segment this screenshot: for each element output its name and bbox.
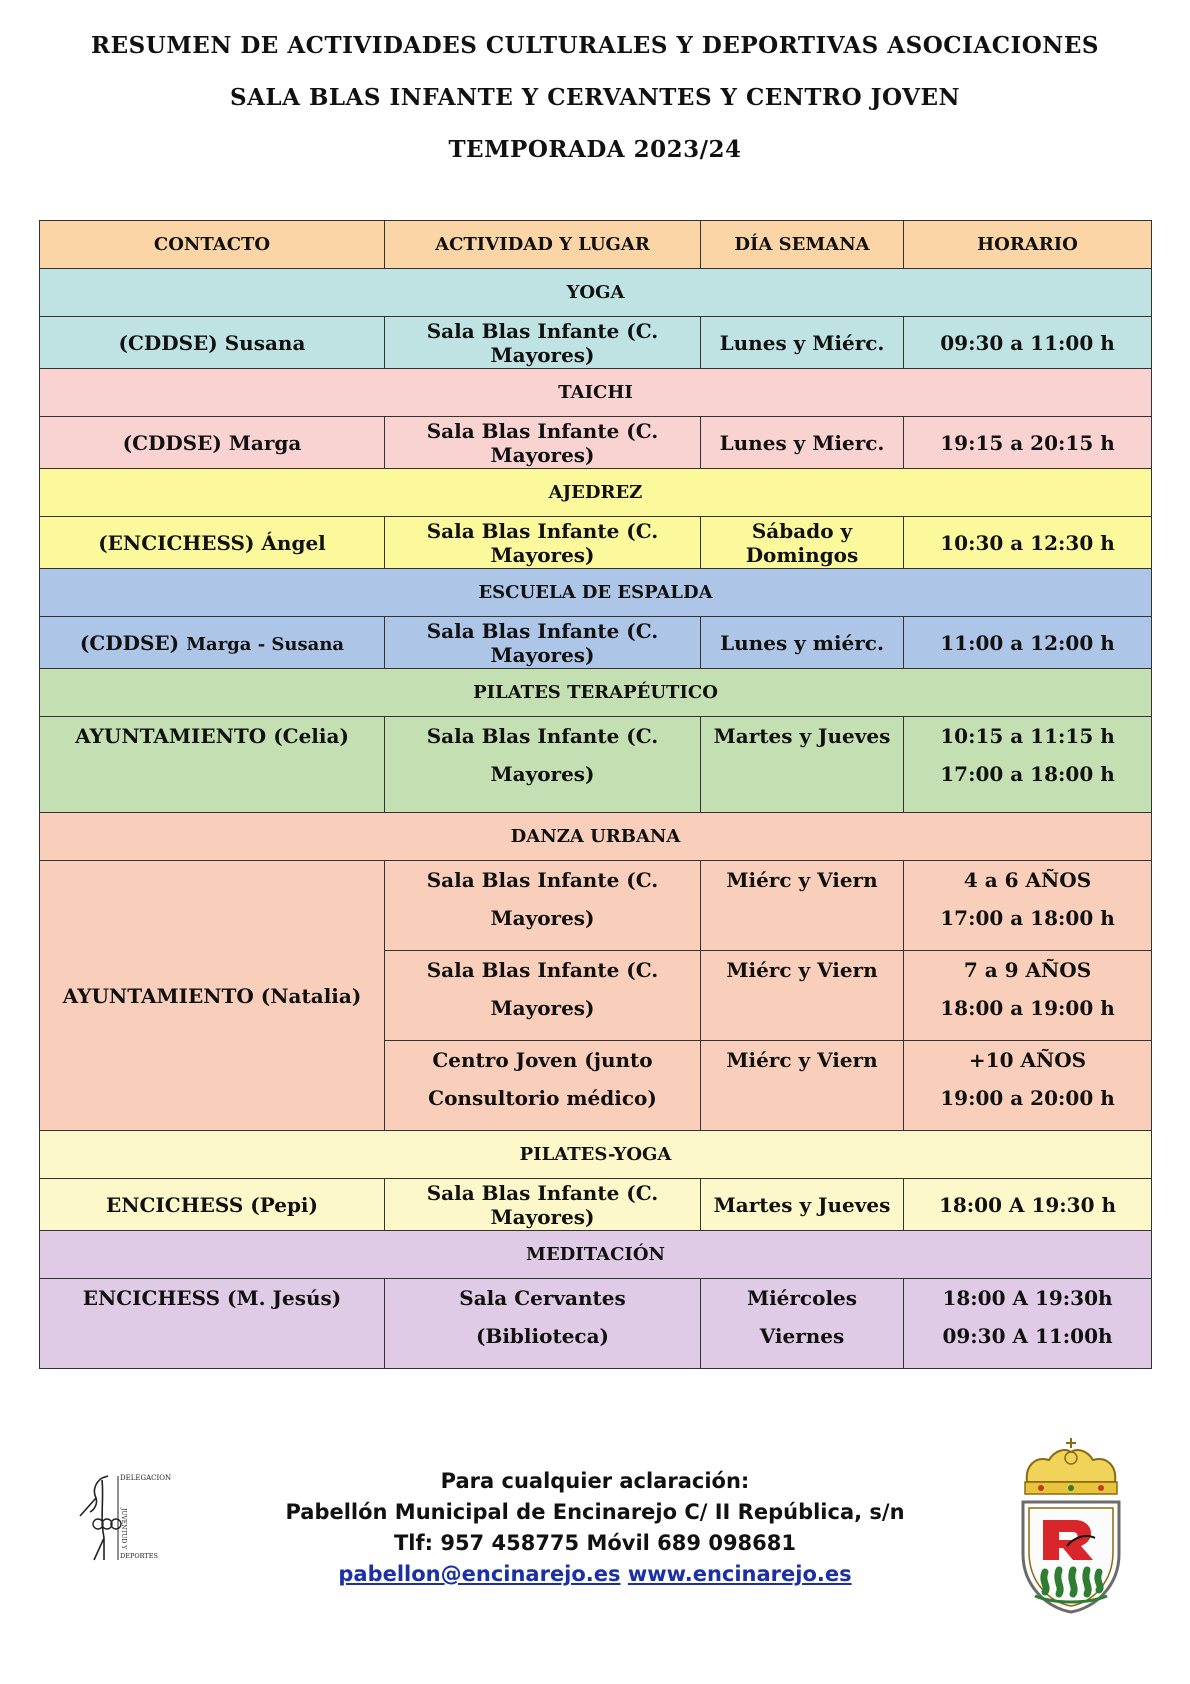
section-title: PILATES-YOGA [40,1131,1152,1179]
time-cell: 18:00 A 19:30 h [904,1179,1152,1231]
time-line: 17:00 a 18:00 h [940,906,1115,930]
time-cell [904,1041,1152,1131]
coat-of-arms-icon [1015,1436,1127,1614]
time-cell: 11:00 a 12:00 h [904,617,1152,669]
contact-cell: (CDDSE) Marga [40,417,385,469]
time-cell [904,861,1152,951]
contact-names: Marga - Susana [186,633,345,655]
title-line-2: SALA BLAS INFANTE Y CERVANTES Y CENTRO JOVEN [229,84,961,111]
col-header-activity: ACTIVIDAD Y LUGAR [385,221,701,269]
contact-cell [40,617,385,669]
age-group: 4 a 6 AÑOS [963,868,1092,892]
place-line-2: Consultorio médico) [428,1086,657,1110]
time-line: 18:00 a 19:00 h [940,996,1115,1020]
place-cell [385,951,701,1041]
section-row-pilates-yoga [40,1131,1152,1179]
table-row [40,517,1152,569]
table-row [40,417,1152,469]
section-title: TAICHI [40,369,1152,417]
time-cell [904,1279,1152,1369]
day-line-2: Viernes [759,1324,845,1348]
day-cell: Lunes y miérc. [701,617,904,669]
day-cell: Miérc y Viern [701,1041,904,1131]
time-line: 19:00 a 20:00 h [940,1086,1115,1110]
place-cell: Sala Blas Infante (C. Mayores) [385,1179,701,1231]
place-cell [385,861,701,951]
logo-text-bottom: DEPORTES [120,1552,158,1560]
logo-text-mid: JUVENTUD Y [120,1508,127,1550]
web-link[interactable]: www.encinarejo.es [627,1562,852,1586]
section-title: MEDITACIÓN [40,1231,1152,1279]
table-row [40,861,1152,951]
day-cell: Miérc y Viern [701,861,904,951]
day-cell: Martes y Jueves [701,1179,904,1231]
place-cell: Sala Blas Infante (C. Mayores) [385,717,701,813]
age-group: 7 a 9 AÑOS [963,958,1092,982]
contact-cell: ENCICHESS (M. Jesús) [40,1279,385,1369]
time-cell [904,717,1152,813]
time-line-2: 17:00 a 18:00 h [940,762,1115,786]
time-cell: 09:30 a 11:00 h [904,317,1152,369]
contact-cell: AYUNTAMIENTO (Celia) [40,717,385,813]
place-cell: Sala Cervantes (Biblioteca) [385,1279,701,1369]
time-cell [904,951,1152,1041]
day-line-1: Miércoles [746,1286,858,1310]
contact-footer [0,1466,1190,1590]
col-header-schedule: HORARIO [904,221,1152,269]
footer-line-1: Para cualquier aclaración: [440,1469,750,1493]
contact-cell: ENCICHESS (Pepi) [40,1179,385,1231]
place-cell: Sala Blas Infante (C. Mayores) [385,317,701,369]
section-title: ESCUELA DE ESPALDA [40,569,1152,617]
footer-phones: Tlf: 957 458775 Móvil 689 098681 [393,1531,797,1555]
title-line-1: RESUMEN DE ACTIVIDADES CULTURALES Y DEPORTIVAS ASOCIACIONES [91,32,1099,59]
time-cell: 10:30 a 12:30 h [904,517,1152,569]
time-cell: 19:15 a 20:15 h [904,417,1152,469]
footer-links [0,1559,1190,1590]
table-row [40,717,1152,813]
time-line-1: 18:00 A 19:30h [942,1286,1113,1310]
day-cell: Martes y Jueves [701,717,904,813]
place-cell: Sala Blas Infante (C. Mayores) [385,417,701,469]
col-header-contact: CONTACTO [40,221,385,269]
time-line-1: 10:15 a 11:15 h [940,724,1115,748]
section-title: DANZA URBANA [40,813,1152,861]
footer-address: Pabellón Municipal de Encinarejo C/ II República, s/n [285,1500,905,1524]
day-cell: Lunes y Mierc. [701,417,904,469]
section-title: PILATES TERAPÉUTICO [40,669,1152,717]
section-title: AJEDREZ [40,469,1152,517]
table-row [40,1279,1152,1369]
place-line-1: Sala Blas Infante (C. Mayores) [426,958,659,1020]
contact-cell: AYUNTAMIENTO (Natalia) [40,861,385,1131]
day-cell [701,1279,904,1369]
day-cell: Lunes y Miérc. [701,317,904,369]
day-cell: Sábado y Domingos [701,517,904,569]
contact-cell: (CDDSE) Susana [40,317,385,369]
time-line-2: 09:30 A 11:00h [942,1324,1113,1348]
place-line-1: Centro Joven (junto [432,1048,653,1072]
section-title: YOGA [40,269,1152,317]
place-cell: Sala Blas Infante (C. Mayores) [385,617,701,669]
table-header-row [40,221,1152,269]
table-row [40,317,1152,369]
section-row-pilates [40,669,1152,717]
age-group: +10 AÑOS [968,1048,1087,1072]
section-row-yoga [40,269,1152,317]
section-row-taichi [40,369,1152,417]
logo-text-top: DELEGACION [120,1474,172,1482]
day-cell: Miérc y Viern [701,951,904,1041]
section-row-espalda [40,569,1152,617]
contact-org: (CDDSE) [79,630,180,655]
section-row-ajedrez [40,469,1152,517]
table-row [40,617,1152,669]
activities-table [39,220,1152,1369]
place-line-1: Sala Blas Infante (C. Mayores) [426,868,659,930]
place-cell: Sala Blas Infante (C. Mayores) [385,517,701,569]
contact-cell: (ENCICHESS) Ángel [40,517,385,569]
section-row-meditacion [40,1231,1152,1279]
email-link[interactable]: pabellon@encinarejo.es [338,1562,621,1586]
coat-of-arms-logo [1015,1436,1127,1614]
place-cell [385,1041,701,1131]
table-row [40,1179,1152,1231]
document-header [0,30,1190,186]
title-line-3: TEMPORADA 2023/24 [448,136,742,163]
section-row-danza [40,813,1152,861]
col-header-day: DÍA SEMANA [701,221,904,269]
